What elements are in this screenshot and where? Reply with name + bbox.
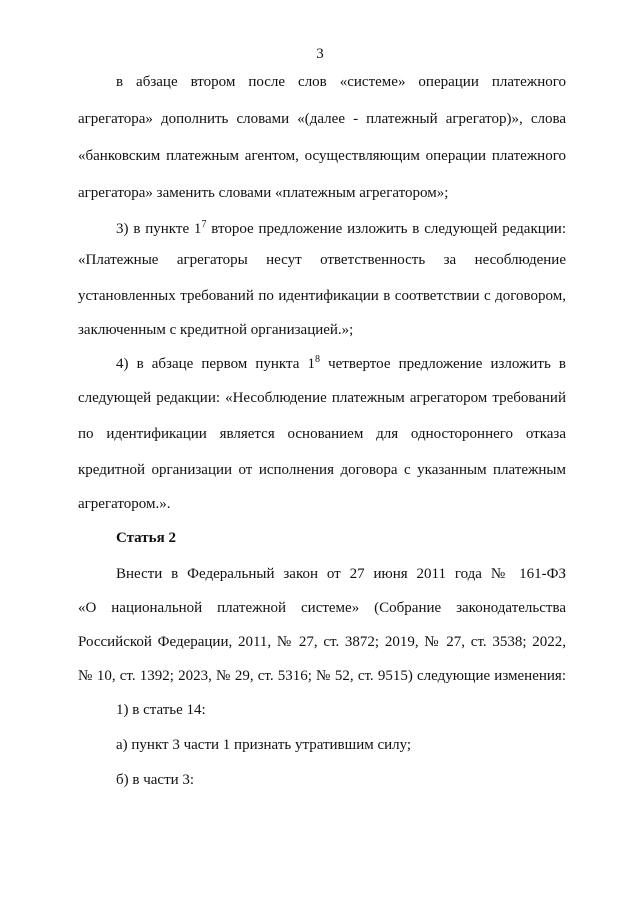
paragraph-line: следующей редакции: «Несоблюдение платежным агрегатором требований — [78, 390, 566, 406]
paragraph-line: «О национальной платежной системе» (Собрание законодательства — [78, 600, 566, 616]
page-number: 3 — [316, 46, 324, 62]
paragraph-line: кредитной организации от исполнения договора с указанным платежным — [78, 462, 566, 478]
line-text: второе предложение изложить в следующей редакции: — [206, 221, 566, 237]
article-heading: Статья 2 — [116, 530, 176, 546]
line-text: 3) в пункте 1 — [116, 221, 202, 237]
list-item: 1) в статье 14: — [116, 702, 206, 718]
paragraph-line: агрегатором.». — [78, 496, 171, 512]
paragraph-line — [116, 355, 566, 373]
paragraph-line — [116, 220, 566, 238]
paragraph-line: Российской Федерации, 2011, № 27, ст. 3872; 2019, № 27, ст. 3538; 2022, — [78, 634, 566, 650]
paragraph-line: установленных требований по идентификации в соответствии с договором, — [78, 288, 566, 304]
superscript: 8 — [315, 354, 320, 365]
line-text: четвертое предложение изложить в — [320, 356, 566, 372]
paragraph-line: агрегатора» дополнить словами «(далее - платежный агрегатор)», слова — [78, 111, 566, 127]
list-item: а) пункт 3 части 1 признать утратившим силу; — [116, 737, 412, 753]
paragraph-line: агрегатора» заменить словами «платежным агрегатором»; — [78, 185, 449, 201]
superscript: 7 — [201, 219, 207, 230]
paragraph-line: «Платежные агрегаторы несут ответственность за несоблюдение — [78, 252, 566, 268]
paragraph-line: заключенным с кредитной организацией.»; — [78, 322, 354, 338]
paragraph-line: Внести в Федеральный закон от 27 июня 2011 года № 161-ФЗ — [116, 566, 566, 582]
paragraph-line: № 10, ст. 1392; 2023, № 29, ст. 5316; № 52, ст. 9515) следующие изменения: — [78, 668, 566, 684]
paragraph-line: «банковским платежным агентом, осуществляющим операции платежного — [78, 148, 566, 164]
paragraph-line: в абзаце втором после слов «системе» операции платежного — [116, 74, 566, 90]
list-item: б) в части 3: — [116, 772, 195, 788]
line-text: 4) в абзаце первом пункта 1 — [116, 356, 315, 372]
paragraph-line: по идентификации является основанием для одностороннего отказа — [78, 426, 566, 442]
